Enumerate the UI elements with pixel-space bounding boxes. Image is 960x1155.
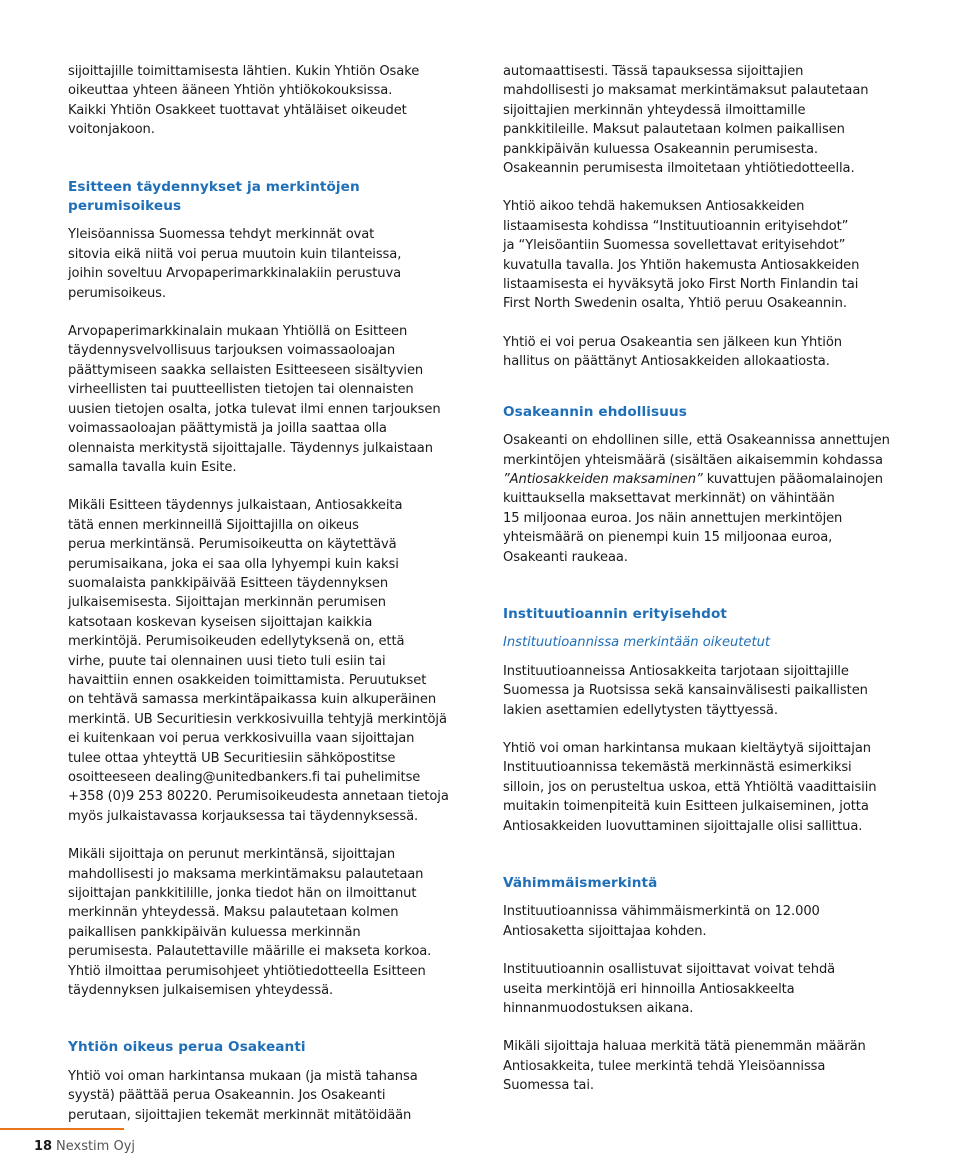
page-number: 18 — [34, 1139, 53, 1154]
section-heading: Osakeannin ehdollisuus — [503, 403, 687, 420]
paragraph-text: Osakeanti on ehdollinen sille, että Osakeannissa annettujen merkintöjen yhteismäärä (sisältäen aikaisemmin kohdassa — [503, 433, 890, 468]
page-footer — [0, 1128, 200, 1155]
paragraph: Yhtiö ei voi perua Osakeantia sen jälkeen kun Yhtiön hallitus on päättänyt Antiosakkeiden allokaatiosta. — [503, 334, 842, 370]
paragraph: Yhtiö aikoo tehdä hakemuksen Antiosakkeiden listaamisesta kohdissa “Instituutioannin erityisehdot” ja “Yleisöantiin Suomessa sovellettavat erityisehdot” kuvatulla tavalla. Jos Yhtiön hakemusta Antiosakkeiden listaamisesta ei hyväksytä joko First North Finlandin tai First North Swedenin osalta, Yhtiö peruu Osakeannin. — [503, 199, 860, 312]
section-heading: Vähimmäismerkintä — [503, 875, 658, 891]
section-heading: Instituutioannin erityisehdot — [503, 605, 727, 622]
paragraph: Instituutioannin osallistuvat sijoittavat voivat tehdä useita merkintöjä eri hinnoilla Antiosakkeelta hinnanmuodostuksen aikana. — [503, 962, 836, 1017]
paragraph: Instituutioannissa vähimmäismerkintä on 12.000 Antiosaketta sijoittajaa kohden. — [503, 904, 820, 939]
paragraph: sijoittajille toimittamisesta lähtien. Kukin Yhtiön Osake oikeuttaa yhteen ääneen Yhtiön yhtiökokouksissa. Kaikki Yhtiön Osakkeet tuottavat yhtäläiset oikeudet voitonjakoon. — [68, 64, 420, 138]
paragraph: Mikäli sijoittaja haluaa merkitä tätä pienemmän määrän Antiosakkeita, tulee merkintä tehdä Yleisöannissa Suomessa tai. — [503, 1039, 866, 1094]
paragraph: Mikäli Esitteen täydennys julkaistaan, Antiosakkeita tätä ennen merkinneillä Sijoittajilla on oikeus perua merkintänsä. Perumisoikeutta on käytettävä perumisaikana, joka ei saa olla lyhyempi kuin kaksi suomalaista pankkipäivää Esitteen täydennyksen julkaisemisesta. Sijoittajan merkinnän perumisen katsotaan koskevan kyseisen sijoittajan kaikkia merkintöjä. Perumisoikeuden edellytyksenä on, että virhe, puute tai olennainen uusi tieto tuli esiin tai havaittiin ennen osakkeiden toimittamista. Peruutukset on tehtävä samassa merkintäpaikassa kuin alkuperäinen merkintä. UB Securitiesin verkkosivuilla tehtyjä merkintöjä ei kuitenkaan voi perua verkkosivuilla vaan sijoittajan tulee ottaa yhteyttä UB Securitiesiin sähköpostitse osoitteeseen dealing@unitedbankers.fi tai puhelimitse +358 (0)9 253 80220. Perumisoikeudesta annetaan tietoja myös julkaistavassa korjauksessa tai täydennyksessä. — [68, 498, 449, 824]
company-name: Nexstim Oyj — [56, 1139, 136, 1154]
emphasis-text: ”Antiosakkeiden maksaminen” — [503, 471, 703, 487]
paragraph: automaattisesti. Tässä tapauksessa sijoittajien mahdollisesti jo maksamat merkintämaksut palautetaan sijoittajien merkinnän yhteydessä ilmoittamille pankkitileille. Maksut palautetaan kolmen paikallisen pankkipäivän kuluessa Osakeannin perumisesta. Osakeannin perumisesta ilmoitetaan yhtiötiedotteella. — [503, 64, 869, 177]
paragraph: Yleisöannissa Suomessa tehdyt merkinnät ovat sitovia eikä niitä voi perua muutoin kuin tilanteissa, joihin soveltuu Arvopaperimarkkinalakiin perustuva perumisoikeus. — [68, 227, 402, 301]
subsection-heading: Instituutioannissa merkintään oikeutetut — [503, 635, 771, 651]
footer-rule — [0, 1128, 124, 1130]
section-heading: Yhtiön oikeus perua Osakeanti — [68, 1039, 306, 1056]
left-column — [68, 62, 468, 1125]
paragraph: Instituutioanneissa Antiosakkeita tarjotaan sijoittajille Suomessa ja Ruotsissa sekä kansainvälisesti paikallisten lakien asettamien edellytysten täyttyessä. — [503, 663, 868, 718]
paragraph-text: kuvattujen pääomalainojen kuittauksella maksettavat merkinnät) on vähintään 15 miljoonaa euroa. Jos näin annettujen merkintöjen yhteismäärä on pienempi kuin 15 miljoonaa euroa, Osakeanti raukeaa. — [503, 471, 883, 565]
paragraph: Mikäli sijoittaja on perunut merkintänsä, sijoittajan mahdollisesti jo maksama merkintämaksu palautetaan sijoittajan pankkitilille, jonka tiedot hän on ilmoittanut merkinnän yhteydessä. Maksu palautetaan kolmen paikallisen pankkipäivän kuluessa merkinnän perumisesta. Palautettaville määrille ei makseta korkoa. Yhtiö ilmoittaa perumisohjeet yhtiötiedotteella Esitteen täydennyksen julkaisemisen yhteydessä. — [68, 847, 432, 999]
paragraph: Arvopaperimarkkinalain mukaan Yhtiöllä on Esitteen täydennysvelvollisuus tarjouksen voimassaoloajan päättymiseen saakka sellaisten Esitteeseen sisältyvien virheellisten tai puutteellisten tietojen tai olennaisten uusien tietojen osalta, jotka tulevat ilmi ennen tarjouksen voimassaoloajan päättymistä ja joilla saattaa olla olennaista merkitystä sijoittajalle. Täydennys julkaistaan samalla tavalla kuin Esite. — [68, 324, 441, 475]
section-heading: Esitteen täydennykset ja merkintöjen perumisoikeus — [68, 178, 360, 215]
paragraph: Yhtiö voi oman harkintansa mukaan kieltäytyä sijoittajan Instituutioannissa tekemästä merkinnästä esimerkiksi silloin, jos on perusteltua uskoa, että Yhtiöltä vaadittaisiin muitakin toimenpiteitä kuin Esitteen julkaiseminen, jotta Antiosakkeiden luovuttaminen sijoittajalle olisi sallittua. — [503, 740, 877, 834]
paragraph — [503, 431, 898, 567]
right-column — [503, 62, 898, 1096]
paragraph: Yhtiö voi oman harkintansa mukaan (ja mistä tahansa syystä) päättää perua Osakeannin. Jos Osakeanti perutaan, sijoittajien tekemät merkinnät mitätöidään — [68, 1068, 418, 1123]
